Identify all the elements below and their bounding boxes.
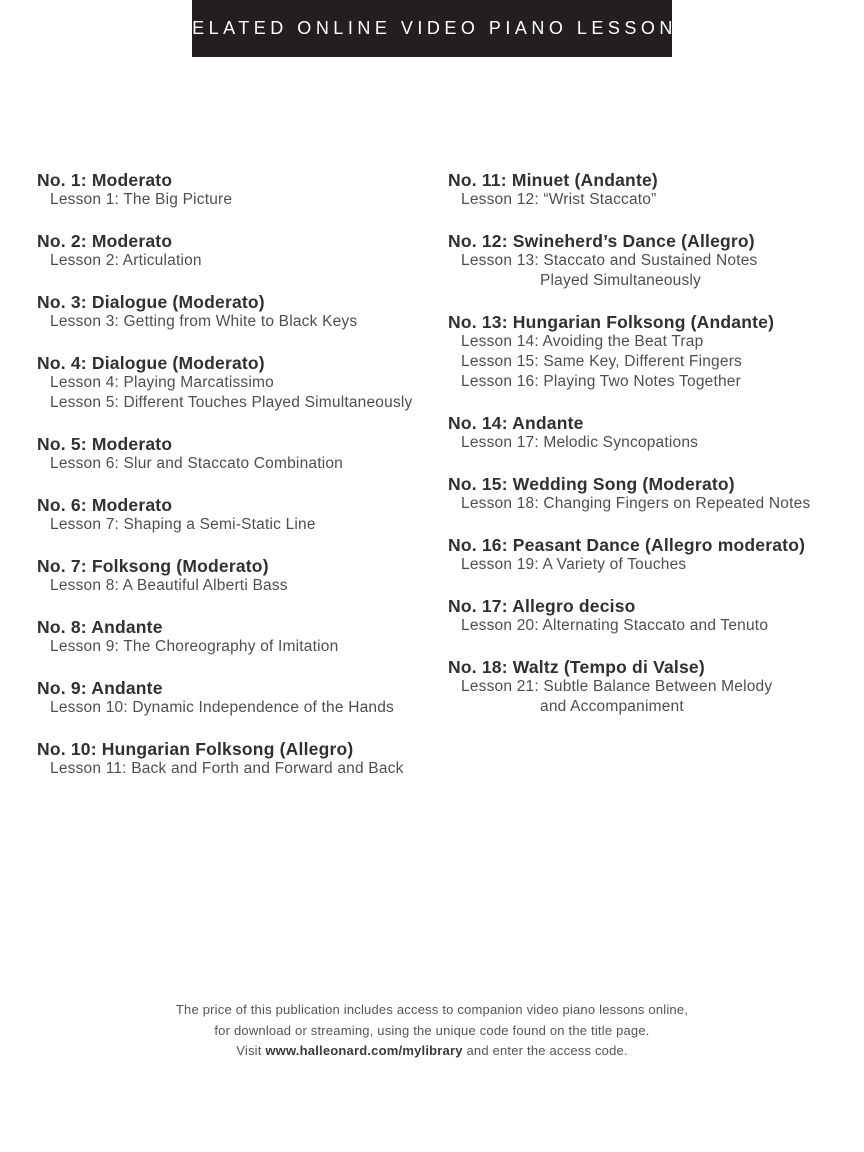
piece-title: No. 5: Moderato xyxy=(37,434,173,454)
piece-title: No. 7: Folksong (Moderato) xyxy=(37,556,269,576)
lesson-columns xyxy=(37,170,847,800)
lesson-line: Lesson 9: The Choreography of Imitation xyxy=(50,638,339,655)
footer-line-2: for download or streaming, using the unique code found on the title page. xyxy=(214,1022,650,1038)
lesson-entry xyxy=(37,495,448,535)
lesson-entry xyxy=(37,678,448,718)
piece-title: No. 14: Andante xyxy=(448,413,584,433)
lesson-line: Lesson 3: Getting from White to Black Keys xyxy=(50,313,358,330)
piece-title: No. 16: Peasant Dance (Allegro moderato) xyxy=(448,535,806,555)
lesson-line: Lesson 16: Playing Two Notes Together xyxy=(461,373,741,390)
footer-line-1: The price of this publication includes access to companion video piano lessons online, xyxy=(175,1002,689,1017)
lesson-entry xyxy=(37,231,448,271)
lesson-entry xyxy=(448,596,847,636)
lesson-line: Lesson 4: Playing Marcatissimo xyxy=(50,374,274,391)
lesson-line: Lesson 5: Different Touches Played Simultaneously xyxy=(50,394,413,411)
lesson-entry xyxy=(448,474,847,514)
lesson-entry xyxy=(37,556,448,596)
lesson-entry xyxy=(448,535,847,575)
piece-title: No. 10: Hungarian Folksong (Allegro) xyxy=(37,739,354,759)
lesson-line: Lesson 11: Back and Forth and Forward and Back xyxy=(50,760,404,777)
lesson-line: Lesson 10: Dynamic Independence of the Hands xyxy=(50,699,394,716)
lesson-line: Lesson 6: Slur and Staccato Combination xyxy=(50,455,343,472)
piece-title: No. 17: Allegro deciso xyxy=(448,596,636,616)
piece-title: No. 9: Andante xyxy=(37,678,163,698)
piece-title: No. 1: Moderato xyxy=(37,170,173,190)
lesson-entry xyxy=(37,292,448,332)
lesson-entry xyxy=(37,353,448,413)
lesson-continuation-line: Played Simultaneously xyxy=(540,272,702,289)
title-banner xyxy=(174,0,694,57)
lesson-entry xyxy=(448,231,847,291)
piece-title: No. 4: Dialogue (Moderato) xyxy=(37,353,265,373)
lesson-entry xyxy=(37,617,448,657)
footer-note xyxy=(0,1000,864,1062)
lesson-line: Lesson 21: Subtle Balance Between Melody xyxy=(461,678,773,695)
piece-title: No. 13: Hungarian Folksong (Andante) xyxy=(448,312,775,332)
lesson-entry xyxy=(448,170,847,210)
piece-title: No. 3: Dialogue (Moderato) xyxy=(37,292,265,312)
lesson-line: Lesson 7: Shaping a Semi-Static Line xyxy=(50,516,316,533)
piece-title: No. 15: Wedding Song (Moderato) xyxy=(448,474,735,494)
footer-url: www.halleonard.com/mylibrary xyxy=(265,1043,463,1058)
piece-title: No. 6: Moderato xyxy=(37,495,173,515)
lesson-entry xyxy=(37,739,448,779)
lesson-line: Lesson 1: The Big Picture xyxy=(50,191,233,208)
lesson-line: Lesson 12: “Wrist Staccato” xyxy=(461,191,657,208)
lesson-line: Lesson 14: Avoiding the Beat Trap xyxy=(461,333,704,350)
lesson-line: Lesson 19: A Variety of Touches xyxy=(461,556,687,573)
lesson-line: Lesson 18: Changing Fingers on Repeated Notes xyxy=(461,495,811,512)
lesson-line: Lesson 8: A Beautiful Alberti Bass xyxy=(50,577,288,594)
column-right xyxy=(448,170,847,800)
page-title: RELATED ONLINE VIDEO PIANO LESSONS xyxy=(174,18,694,38)
lesson-entry xyxy=(448,312,847,392)
piece-title: No. 18: Waltz (Tempo di Valse) xyxy=(448,657,705,677)
lesson-entry xyxy=(448,413,847,453)
lesson-line: Lesson 15: Same Key, Different Fingers xyxy=(461,353,742,370)
column-left xyxy=(37,170,448,800)
piece-title: No. 2: Moderato xyxy=(37,231,173,251)
footer-line-3-suffix: and enter the access code. xyxy=(462,1043,628,1058)
lesson-line: Lesson 2: Articulation xyxy=(50,252,202,269)
piece-title: No. 8: Andante xyxy=(37,617,163,637)
lesson-entry xyxy=(37,170,448,210)
lesson-entry xyxy=(37,434,448,474)
lesson-line: Lesson 20: Alternating Staccato and Tenuto xyxy=(461,617,769,634)
piece-title: No. 11: Minuet (Andante) xyxy=(448,170,658,190)
footer-line-3 xyxy=(0,1041,864,1062)
lesson-continuation-line: and Accompaniment xyxy=(540,698,684,715)
piece-title: No. 12: Swineherd’s Dance (Allegro) xyxy=(448,231,755,251)
lesson-line: Lesson 17: Melodic Syncopations xyxy=(461,434,699,451)
lesson-line: Lesson 13: Staccato and Sustained Notes xyxy=(461,252,758,269)
footer-line-3-prefix: Visit xyxy=(236,1043,266,1058)
lesson-entry xyxy=(448,657,847,717)
